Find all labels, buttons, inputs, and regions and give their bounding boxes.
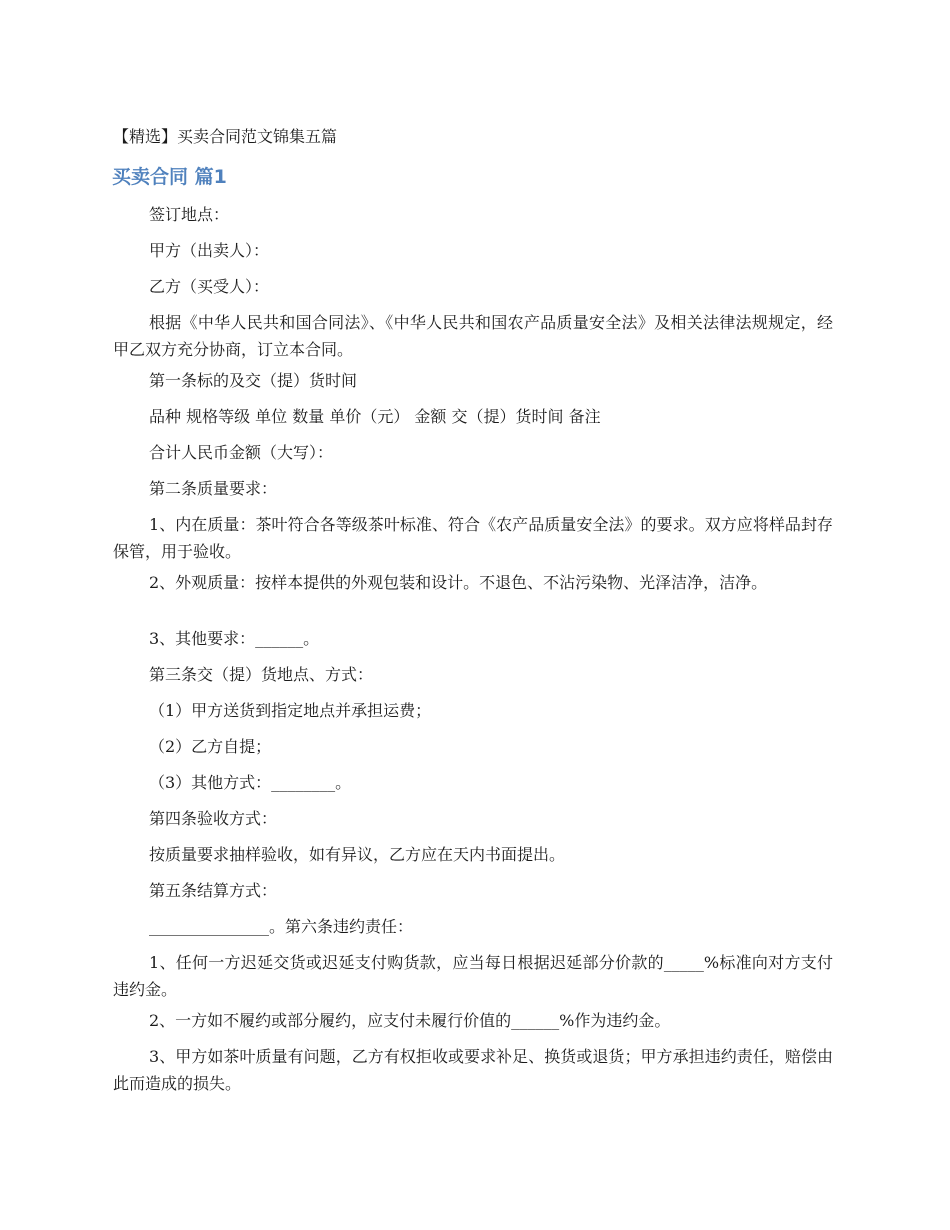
paragraph-article-3: 第三条交（提）货地点、方式： [149, 665, 374, 684]
paragraph-item-columns: 品种 规格等级 单位 数量 单价（元） 金额 交（提）货时间 备注 [149, 407, 601, 426]
paragraph-other-requirements: 3、其他要求：______。 [149, 629, 320, 648]
paragraph-internal-quality: 1、内在质量：茶叶符合各等级茶叶标准、符合《农产品质量安全法》的要求。双方应将样品封存保管，用于验收。 [113, 515, 833, 561]
document-title: 【精选】买卖合同范文锦集五篇 [113, 127, 338, 146]
paragraph-settlement-article-6: _______________。第六条违约责任： [149, 917, 414, 936]
section-heading: 买卖合同 篇1 [112, 166, 227, 188]
paragraph-delivery-option-1: （1）甲方送货到指定地点并承担运费； [149, 701, 432, 720]
paragraph-signing-place: 签订地点： [149, 205, 230, 224]
paragraph-party-b: 乙方（买受人）： [149, 277, 270, 296]
paragraph-breach-3: 3、甲方如茶叶质量有问题，乙方有权拒收或要求补足、换货或退货；甲方承担违约责任，赔偿由此而造成的损失。 [113, 1047, 833, 1093]
paragraph-external-quality: 2、外观质量：按样本提供的外观包装和设计。不退色、不沾污染物、光泽洁净，洁净。 [149, 573, 768, 592]
paragraph-total-amount: 合计人民币金额（大写）： [149, 443, 334, 462]
paragraph-legal-basis: 根据《中华人民共和国合同法》、《中华人民共和国农产品质量安全法》及相关法律法规规定，经甲乙双方充分协商，订立本合同。 [113, 313, 833, 359]
paragraph-party-a: 甲方（出卖人）： [149, 241, 270, 260]
paragraph-delivery-option-3: （3）其他方式：________。 [149, 773, 352, 792]
paragraph-breach-2: 2、一方如不履约或部分履约，应支付未履行价值的______%作为违约金。 [149, 1011, 671, 1030]
paragraph-delivery-option-2: （2）乙方自提； [149, 737, 272, 756]
paragraph-breach-1: 1、任何一方迟延交货或迟延支付购货款，应当每日根据迟延部分价款的_____%标准向对方支付违约金。 [113, 953, 833, 999]
paragraph-article-4: 第四条验收方式： [149, 809, 278, 828]
paragraph-article-1: 第一条标的及交（提）货时间 [149, 371, 358, 390]
paragraph-article-5: 第五条结算方式： [149, 881, 278, 900]
paragraph-article-2: 第二条质量要求： [149, 479, 278, 498]
paragraph-inspection: 按质量要求抽样验收，如有异议，乙方应在天内书面提出。 [149, 845, 566, 864]
